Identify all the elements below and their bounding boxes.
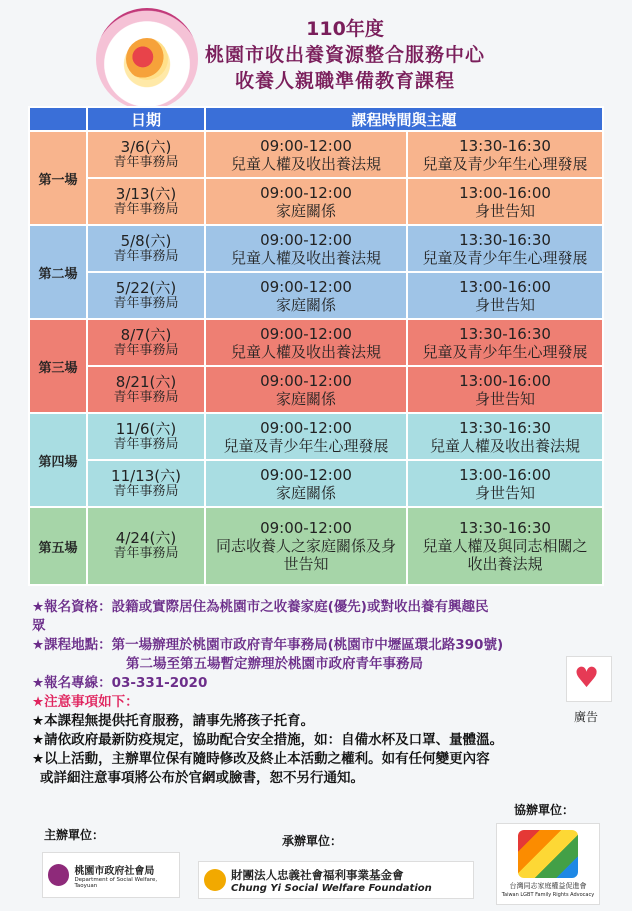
afternoon-subject: 身世告知	[475, 483, 536, 502]
date-text: 11/6(六)	[115, 419, 177, 438]
co-label: 協辦單位：	[514, 803, 575, 817]
afternoon-time: 13:30-16:30	[459, 230, 551, 249]
title-year: 110年度	[306, 18, 384, 40]
morning-topic	[205, 366, 407, 413]
co-name-en: Taiwan LGBT Family Rights Advocacy	[501, 892, 595, 898]
session-date	[87, 225, 205, 272]
morning-subject: 家庭關係	[275, 295, 336, 314]
location-text: 青年事務局	[113, 201, 179, 217]
session-name: 第五場	[29, 507, 87, 585]
afternoon-topic	[407, 131, 603, 178]
venue-text: ★課程地點：第一場辦理於桃園市政府青年事務局(桃園市中壢區環北路390號)	[32, 637, 504, 653]
eligibility-text-cont: 眾	[32, 618, 46, 634]
header-topic: 課程時間與主題	[205, 107, 603, 131]
afternoon-topic	[407, 460, 603, 507]
organizer-name-en: Chung Yi Social Welfare Foundation	[231, 882, 432, 894]
date-text: 5/8(六)	[120, 231, 172, 250]
morning-topic	[205, 178, 407, 225]
morning-time: 09:00-12:00	[260, 324, 352, 343]
location-text: 青年事務局	[113, 546, 179, 561]
schedule-row	[29, 131, 603, 178]
session-name: 第四場	[29, 413, 87, 507]
morning-subject: 兒童及青少年生心理發展	[223, 436, 389, 455]
morning-topic	[205, 131, 407, 178]
note-rights-cont: 或詳細注意事項將公布於官網或臉書，恕不另行通知。	[40, 770, 364, 786]
session-date	[87, 319, 205, 366]
session-name: 第二場	[29, 225, 87, 319]
venue-text-cont: 第二場至第五場暫定辦理於桃園市政府青年事務局	[126, 656, 423, 672]
schedule-table	[28, 106, 604, 586]
afternoon-topic	[407, 366, 603, 413]
afternoon-subject: 兒童及青少年生心理發展	[422, 248, 588, 267]
eligibility-text: ★報名資格：設籍或實際居住為桃園市之收養家庭(優先)或對收出養有興趣民	[32, 599, 489, 615]
location-text: 青年事務局	[113, 483, 179, 499]
afternoon-subject: 身世告知	[475, 201, 536, 220]
host-label: 主辦單位：	[44, 828, 105, 842]
note-rights: ★以上活動，主辦單位保有隨時修改及終止本活動之權利。如有任何變更內容	[32, 751, 490, 767]
afternoon-subject: 兒童及青少年生心理發展	[422, 154, 588, 173]
organizer-org	[198, 861, 474, 899]
date-text: 8/7(六)	[120, 325, 172, 344]
schedule-row	[29, 366, 603, 413]
morning-subject: 兒童人權及收出養法規	[230, 342, 381, 361]
header-date: 日期	[87, 107, 205, 131]
title-center: 桃園市收出養資源整合服務中心	[204, 44, 485, 66]
date-text: 11/13(六)	[111, 466, 181, 485]
session-date	[87, 178, 205, 225]
afternoon-time: 13:00-16:00	[459, 183, 551, 202]
attention-heading: ★注意事項如下：	[32, 694, 139, 710]
session-date	[87, 272, 205, 319]
morning-time: 09:00-12:00	[260, 136, 352, 155]
schedule-row	[29, 507, 603, 585]
title-course: 收養人親職準備教育課程	[234, 70, 455, 92]
location-text: 青年事務局	[113, 436, 179, 452]
morning-subject: 兒童人權及收出養法規	[230, 154, 381, 173]
morning-topic	[205, 460, 407, 507]
morning-topic	[205, 225, 407, 272]
morning-time: 09:00-12:00	[260, 277, 352, 296]
morning-subject: 同志收養人之家庭關係及身世告知	[215, 537, 396, 573]
session-date	[87, 366, 205, 413]
organizer-name: 財團法人忠義社會福利事業基金會	[231, 867, 404, 882]
table-header	[29, 107, 603, 131]
morning-time: 09:00-12:00	[260, 519, 352, 537]
host-logo-icon	[48, 864, 69, 886]
morning-time: 09:00-12:00	[260, 371, 352, 390]
session-date	[87, 460, 205, 507]
afternoon-subject: 身世告知	[475, 295, 536, 314]
schedule-row	[29, 225, 603, 272]
afternoon-topic	[407, 272, 603, 319]
organizer-label: 承辦單位：	[282, 834, 343, 848]
note-epidemic: ★請依政府最新防疫規定，協助配合安全措施，如：自備水杯及口罩、量體溫。	[32, 732, 504, 748]
afternoon-topic	[407, 507, 603, 585]
location-text: 青年事務局	[113, 154, 179, 170]
afternoon-subject: 兒童人權及與同志相關之收出養法規	[422, 537, 588, 573]
schedule-row	[29, 178, 603, 225]
morning-topic	[205, 319, 407, 366]
afternoon-topic	[407, 413, 603, 460]
morning-subject: 家庭關係	[275, 389, 336, 408]
afternoon-time: 13:30-16:30	[459, 324, 551, 343]
afternoon-topic	[407, 319, 603, 366]
afternoon-topic	[407, 225, 603, 272]
host-name-en: Department of Social Welfare, Taoyuan	[74, 876, 158, 889]
ad-label: 廣告	[574, 710, 599, 724]
schedule-row	[29, 272, 603, 319]
date-text: 5/22(六)	[115, 278, 177, 297]
location-text: 青年事務局	[113, 342, 179, 358]
morning-time: 09:00-12:00	[260, 183, 352, 202]
morning-subject: 兒童人權及收出養法規	[230, 248, 381, 267]
session-date	[87, 131, 205, 178]
page-title	[180, 16, 510, 94]
date-text: 3/13(六)	[115, 184, 177, 203]
location-text: 青年事務局	[113, 295, 179, 311]
hotline-text: ★報名專線：03-331-2020	[32, 675, 208, 691]
rainbow-logo-icon	[518, 830, 578, 878]
ad-badge	[566, 656, 612, 702]
heart-icon: ♥	[574, 661, 600, 694]
afternoon-subject: 兒童人權及收出養法規	[430, 436, 581, 455]
morning-topic	[205, 413, 407, 460]
co-org	[496, 823, 600, 905]
notes-section	[32, 598, 612, 788]
session-name: 第一場	[29, 131, 87, 225]
session-date	[87, 413, 205, 460]
organizer-logo-icon	[204, 869, 226, 891]
morning-time: 09:00-12:00	[260, 418, 352, 437]
afternoon-time: 13:30-16:30	[459, 136, 551, 155]
schedule-row	[29, 460, 603, 507]
session-name: 第三場	[29, 319, 87, 413]
session-date	[87, 507, 205, 585]
morning-time: 09:00-12:00	[260, 230, 352, 249]
date-text: 4/24(六)	[115, 529, 177, 547]
afternoon-time: 13:00-16:00	[459, 277, 551, 296]
afternoon-subject: 兒童及青少年生心理發展	[422, 342, 588, 361]
note-childcare: ★本課程無提供托育服務，請事先將孩子托育。	[32, 713, 315, 729]
host-name: 桃園市政府社會局	[74, 865, 155, 877]
morning-subject: 家庭關係	[275, 201, 336, 220]
morning-subject: 家庭關係	[275, 483, 336, 502]
morning-topic	[205, 507, 407, 585]
afternoon-time: 13:30-16:30	[459, 519, 551, 537]
heart-emblem-icon	[126, 38, 168, 80]
afternoon-time: 13:00-16:00	[459, 371, 551, 390]
morning-time: 09:00-12:00	[260, 465, 352, 484]
location-text: 青年事務局	[113, 389, 179, 405]
schedule-row	[29, 413, 603, 460]
location-text: 青年事務局	[113, 248, 179, 264]
host-org	[42, 852, 180, 898]
date-text: 8/21(六)	[115, 372, 177, 391]
afternoon-time: 13:00-16:00	[459, 465, 551, 484]
afternoon-time: 13:30-16:30	[459, 418, 551, 437]
afternoon-topic	[407, 178, 603, 225]
date-text: 3/6(六)	[120, 137, 172, 156]
co-name: 台灣同志家庭權益促進會	[509, 882, 587, 890]
afternoon-subject: 身世告知	[475, 389, 536, 408]
schedule-row	[29, 319, 603, 366]
morning-topic	[205, 272, 407, 319]
